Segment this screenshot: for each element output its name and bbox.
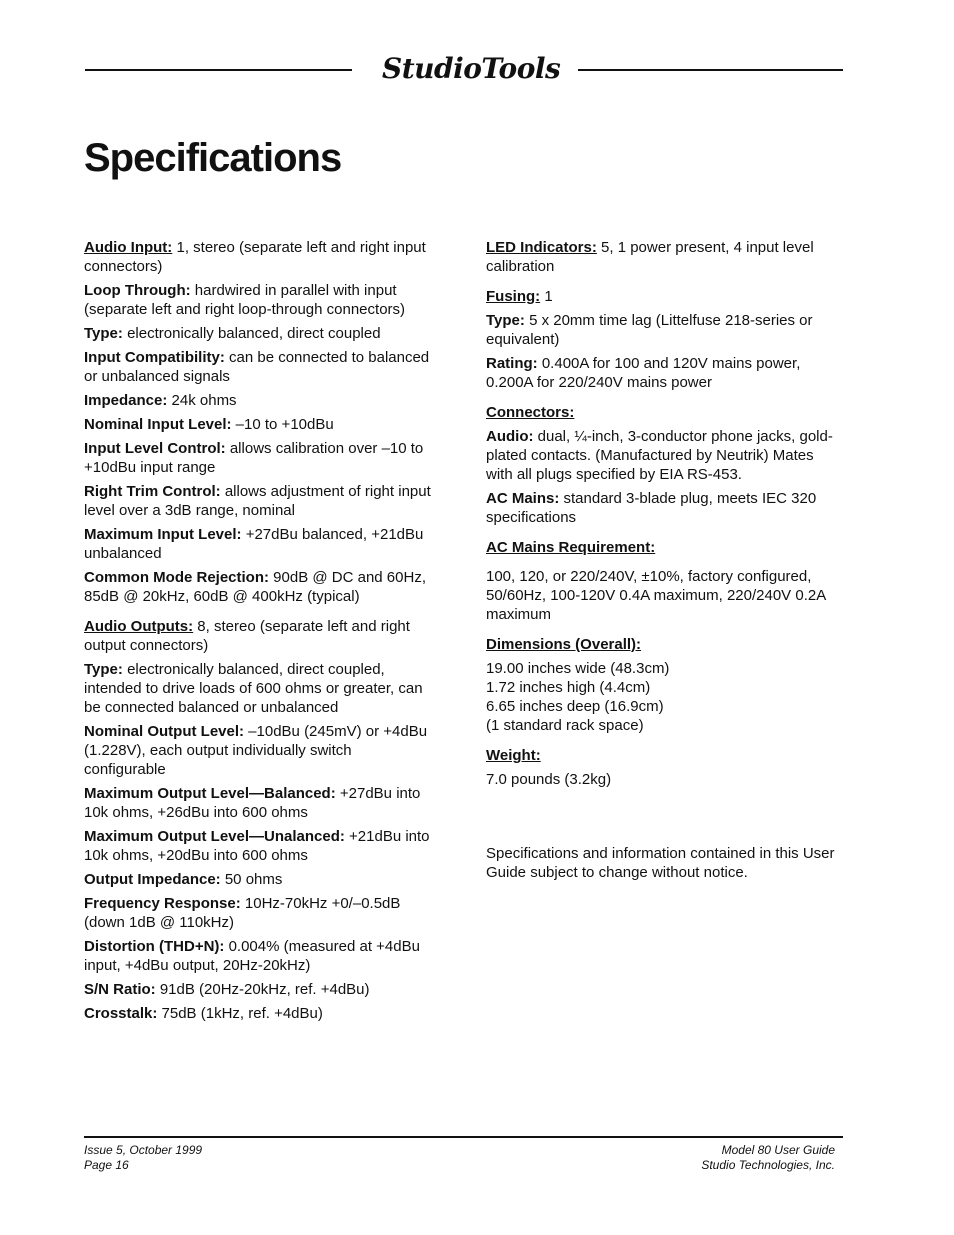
spec-value: dual, ¼-inch, 3-conductor phone jacks, gold-plated contacts. (Manufactured by Neutrik) Mates with all plugs specified by EIA RS-453. bbox=[486, 428, 833, 483]
spec-item bbox=[84, 1004, 436, 1023]
spec-label: Nominal Input Level: bbox=[84, 416, 232, 433]
spec-label: Nominal Output Level: bbox=[84, 723, 245, 740]
footer-left bbox=[84, 1143, 202, 1173]
header-rule-right bbox=[578, 69, 843, 71]
spec-item bbox=[84, 482, 436, 520]
spec-label: Maximum Output Level—Unalanced: bbox=[84, 828, 345, 845]
spec-line: 1.72 inches high (4.4cm) bbox=[486, 679, 651, 696]
spec-value: –10dBu (245mV) or +4dBu (1.228V), each output individually switch configurable bbox=[84, 723, 428, 778]
section-heading-label: AC Mains Requirement: bbox=[486, 539, 656, 556]
spec-item bbox=[486, 354, 842, 392]
spec-section-heading bbox=[84, 238, 436, 276]
page-title: Specifications bbox=[84, 136, 342, 180]
spec-item bbox=[84, 568, 436, 606]
spec-value: +21dBu into 10k ohms, +20dBu into 600 ohms bbox=[84, 828, 430, 864]
spec-value: 0.004% (measured at +4dBu input, +4dBu output, 20Hz-20kHz) bbox=[84, 938, 420, 974]
page-number: Page 16 bbox=[84, 1158, 129, 1172]
spec-item bbox=[84, 980, 436, 999]
spec-item bbox=[84, 324, 436, 343]
company-name: Studio Technologies, Inc. bbox=[701, 1158, 835, 1172]
spec-section-heading bbox=[486, 238, 842, 276]
section-heading-label: Fusing: bbox=[486, 288, 541, 305]
spec-label: Loop Through: bbox=[84, 282, 191, 299]
spec-label: Input Level Control: bbox=[84, 440, 226, 457]
spec-label: Frequency Response: bbox=[84, 895, 241, 912]
spec-value: 24k ohms bbox=[167, 392, 237, 409]
spec-value: 50 ohms bbox=[220, 871, 283, 888]
spec-item bbox=[84, 281, 436, 319]
spec-label: Output Impedance: bbox=[84, 871, 221, 888]
issue-date: Issue 5, October 1999 bbox=[84, 1143, 203, 1157]
spec-item bbox=[84, 894, 436, 932]
spec-item bbox=[486, 427, 842, 484]
spec-item bbox=[84, 391, 436, 410]
spec-label: Right Trim Control: bbox=[84, 483, 221, 500]
footer-rule bbox=[84, 1136, 843, 1138]
spec-value: standard 3-blade plug, meets IEC 320 specifications bbox=[486, 490, 817, 526]
spec-value: 5, 1 power present, 4 input level calibration bbox=[486, 239, 814, 275]
spec-value: 100, 120, or 220/240V, ±10%, factory configured, 50/60Hz, 100-120V 0.4A maximum, 220/240V 0.2A maximum bbox=[486, 568, 826, 623]
spec-item bbox=[84, 348, 436, 386]
spec-value: allows adjustment of right input level over a 3dB range, nominal bbox=[84, 483, 431, 519]
spec-value: 5 x 20mm time lag (Littelfuse 218-series or equivalent) bbox=[486, 312, 813, 348]
spec-label: Distortion (THD+N): bbox=[84, 938, 225, 955]
spec-item bbox=[84, 870, 436, 889]
spec-line: 19.00 inches wide (48.3cm) bbox=[486, 660, 670, 677]
spec-label: Impedance: bbox=[84, 392, 168, 409]
spec-line: (1 standard rack space) bbox=[486, 717, 644, 734]
spec-value: +27dBu into 10k ohms, +26dBu into 600 ohms bbox=[84, 785, 421, 821]
spec-column-left bbox=[84, 238, 436, 1028]
spec-section-heading bbox=[486, 635, 842, 654]
spec-label: Type: bbox=[84, 325, 123, 342]
spec-item bbox=[84, 784, 436, 822]
spec-line: 6.65 inches deep (16.9cm) bbox=[486, 698, 664, 715]
spec-value: can be connected to balanced or unbalanced signals bbox=[84, 349, 430, 385]
spec-label: Maximum Input Level: bbox=[84, 526, 242, 543]
spec-item bbox=[486, 311, 842, 349]
section-heading-label: LED Indicators: bbox=[486, 239, 597, 256]
spec-value: 75dB (1kHz, ref. +4dBu) bbox=[157, 1005, 323, 1022]
spec-value: electronically balanced, direct coupled, intended to drive loads of 600 ohms or greater, can be connected balanced or unbalanced bbox=[84, 661, 423, 716]
spec-value: 10Hz-70kHz +0/–0.5dB (down 1dB @ 110kHz) bbox=[84, 895, 401, 931]
spec-item bbox=[84, 827, 436, 865]
footer-right bbox=[701, 1143, 835, 1173]
section-heading-label: Dimensions (Overall): bbox=[486, 636, 642, 653]
spec-value: allows calibration over –10 to +10dBu input range bbox=[84, 440, 424, 476]
header-rule-left bbox=[85, 69, 352, 71]
spec-item bbox=[486, 567, 842, 624]
spec-section-heading bbox=[84, 617, 436, 655]
spec-label: Input Compatibility: bbox=[84, 349, 225, 366]
spec-label: Crosstalk: bbox=[84, 1005, 158, 1022]
spec-label: S/N Ratio: bbox=[84, 981, 156, 998]
spec-value: +27dBu balanced, +21dBu unbalanced bbox=[84, 526, 424, 562]
section-heading-label: Audio Input: bbox=[84, 239, 173, 256]
spec-section-heading bbox=[486, 403, 842, 422]
spec-section-heading bbox=[486, 746, 842, 765]
section-heading-label: Connectors: bbox=[486, 404, 575, 421]
spec-label: Audio: bbox=[486, 428, 534, 445]
spec-item bbox=[486, 659, 842, 735]
spec-label: Type: bbox=[84, 661, 123, 678]
spec-item bbox=[486, 489, 842, 527]
spec-item bbox=[84, 722, 436, 779]
spec-label: Rating: bbox=[486, 355, 538, 372]
spec-label: Maximum Output Level—Balanced: bbox=[84, 785, 336, 802]
spec-item bbox=[84, 937, 436, 975]
spec-value: hardwired in parallel with input (separate left and right loop-through connectors) bbox=[84, 282, 406, 318]
spec-value: electronically balanced, direct coupled bbox=[122, 325, 381, 342]
spec-section-heading bbox=[486, 287, 842, 306]
spec-value: 91dB (20Hz-20kHz, ref. +4dBu) bbox=[155, 981, 370, 998]
studio-tools-logo: StudioTools bbox=[382, 52, 561, 85]
spec-item bbox=[486, 770, 842, 789]
spec-item bbox=[84, 660, 436, 717]
section-heading-label: Audio Outputs: bbox=[84, 618, 194, 635]
spec-value: 8, stereo (separate left and right output connectors) bbox=[84, 618, 410, 654]
spec-value: 1, stereo (separate left and right input connectors) bbox=[84, 239, 426, 275]
spec-label: Common Mode Rejection: bbox=[84, 569, 270, 586]
spec-label: Type: bbox=[486, 312, 525, 329]
spec-value: 7.0 pounds (3.2kg) bbox=[486, 771, 612, 788]
change-notice: Specifications and information contained in this User Guide subject to change without notice. bbox=[486, 845, 835, 881]
spec-item bbox=[84, 415, 436, 434]
spec-item bbox=[84, 525, 436, 563]
spec-section-heading bbox=[486, 538, 842, 557]
spec-value: 90dB @ DC and 60Hz, 85dB @ 20kHz, 60dB @ 400kHz (typical) bbox=[84, 569, 426, 605]
spec-value: 1 bbox=[540, 288, 553, 305]
section-heading-label: Weight: bbox=[486, 747, 541, 764]
spec-item bbox=[84, 439, 436, 477]
spec-value: 0.400A for 100 and 120V mains power, 0.200A for 220/240V mains power bbox=[486, 355, 801, 391]
spec-column-right bbox=[486, 238, 842, 887]
spec-label: AC Mains: bbox=[486, 490, 560, 507]
guide-title: Model 80 User Guide bbox=[721, 1143, 835, 1157]
spec-value: –10 to +10dBu bbox=[231, 416, 334, 433]
